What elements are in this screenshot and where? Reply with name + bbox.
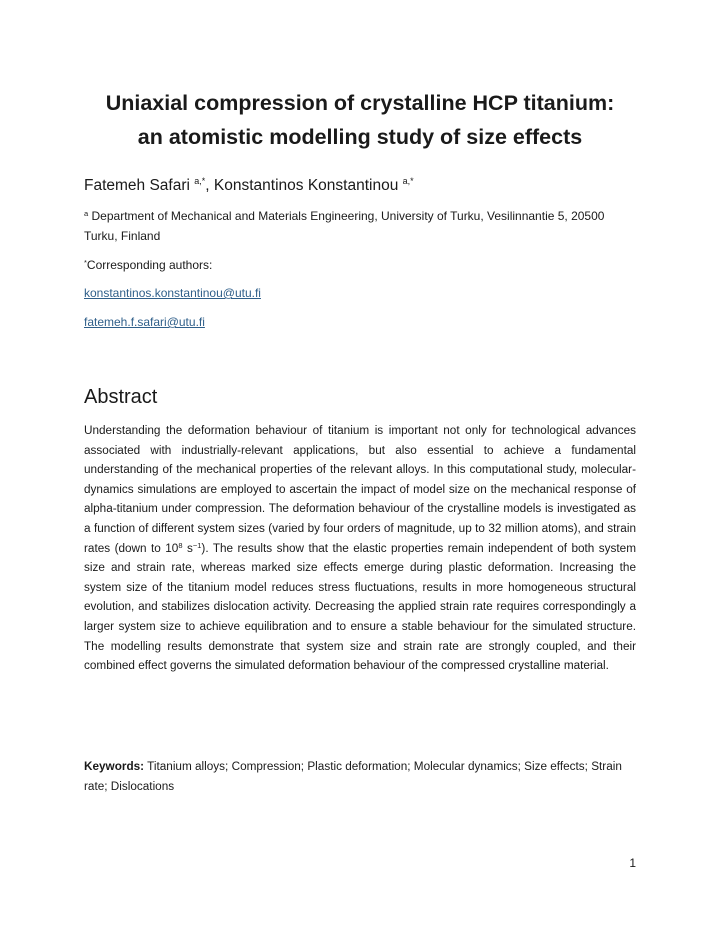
affiliation-mark: a (84, 209, 89, 218)
author-1-affiliation-mark: a,* (194, 176, 206, 186)
keywords (84, 757, 636, 796)
author-2-affiliation-mark: a,* (402, 176, 414, 186)
affiliation (84, 204, 636, 246)
abstract-heading: Abstract (84, 386, 158, 408)
email-link-konstantinou[interactable]: konstantinos.konstantinou@utu.fi (84, 286, 261, 300)
paper-title (84, 86, 636, 154)
abstract-body (84, 421, 636, 676)
keywords-label: Keywords: (84, 760, 145, 773)
author-2-name: Konstantinos Konstantinou (213, 177, 399, 194)
title-line-2: an atomistic modelling study of size effects (137, 125, 583, 149)
author-1-name: Fatemeh Safari (84, 177, 190, 194)
abstract-text-part-2: ). The results show that the elastic properties remain independent of both system size and strain rate, whereas marked size effects emerge during plastic deformation. Increasing the system size of the titanium model reduces stress fluctuations, results in more homogeneous structural evolution, and stabilizes dislocation activity. Decreasing the applied strain rate requires correspondingly a larger system size to achieve equilibration and to ensure a stable behaviour for the simulated structure. The modelling results demonstrate that system size and strain rate are strongly coupled, and their combined effect governs the simulated deformation behaviour of the compressed crystalline material. (84, 541, 636, 673)
exponent-eight: 8 (178, 540, 183, 550)
author-separator: , (205, 177, 214, 194)
affiliation-text: Department of Mechanical and Materials Engineering, University of Turku, Vesilinnantie 5, 20500 Turku, Finland (84, 209, 605, 243)
abstract-unit-s: s (182, 541, 193, 555)
page-number: 1 (629, 856, 636, 870)
abstract-text-part-1: Understanding the deformation behaviour of titanium is important not only for technological advances associated with industrially-relevant applications, but also essential to achieve a fundamental understanding of the mechanical properties of the relevant alloys. In this computational study, molecular-dynamics simulations are employed to ascertain the impact of model size on the mechanical response of alpha-titanium under compression. The deformation behaviour of the crystalline models is investigated as a function of different system sizes (varied by four orders of magnitude, up to 32 million atoms), and strain rates (down to 10 (84, 424, 636, 555)
corresponding-authors (84, 254, 212, 274)
corresponding-label: Corresponding authors: (86, 258, 213, 272)
corresponding-mark: * (84, 258, 87, 267)
exponent-minus-one: −1 (192, 540, 202, 550)
keywords-text: Titanium alloys; Compression; Plastic deformation; Molecular dynamics; Size effects; Strain rate; Dislocations (84, 760, 622, 793)
email-link-safari[interactable]: fatemeh.f.safari@utu.fi (84, 315, 205, 329)
author-list (84, 170, 414, 197)
title-line-1: Uniaxial compression of crystalline HCP titanium: (105, 91, 615, 115)
